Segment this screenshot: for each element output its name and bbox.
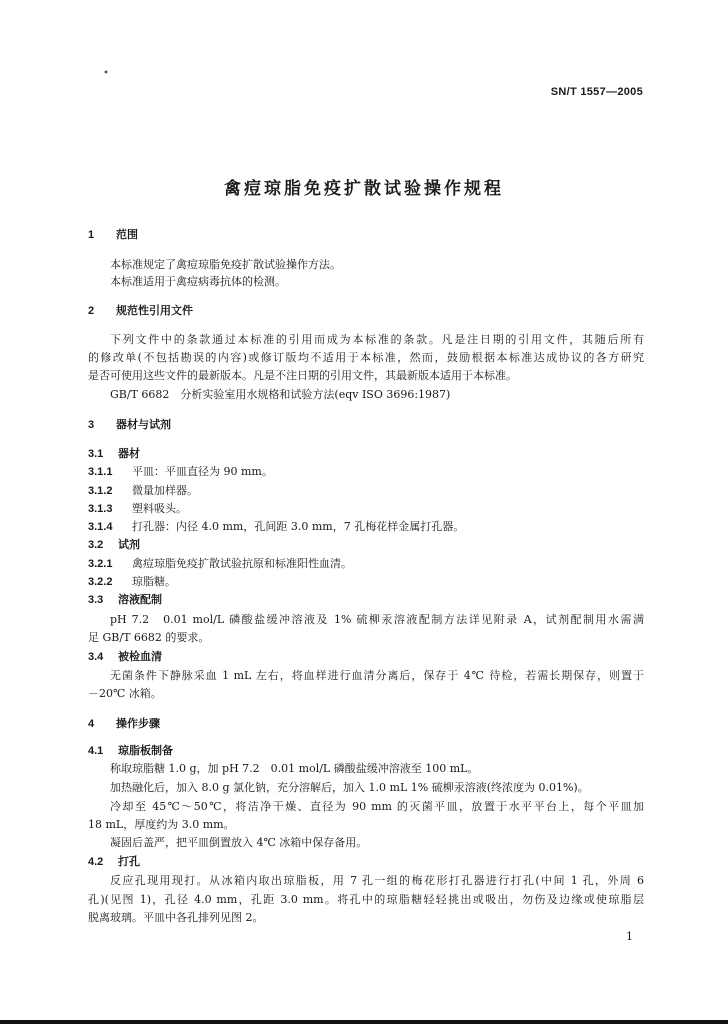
scan-mark: • [103,68,109,79]
section-4-1-text-line: 18 mL，厚度约为 3.0 mm。 [88,818,235,831]
section-4-heading: 4 操作步骤 [88,717,160,730]
section-1-p1: 本标准规定了禽痘琼脂免疫扩散试验操作方法。 [110,258,341,271]
section-4-1-text-line: 加热融化后，加入 8.0 g 氯化钠，充分溶解后，加入 1.0 mL 1% 硫柳汞溶液(终浓度为 0.01%)。 [110,781,589,794]
section-3-4-heading: 3.4 被检血清 [88,650,162,663]
item-3-2-2: 3.2.2 琼脂糖。 [88,575,176,588]
section-3-4-text-line: －20℃ 冰箱。 [88,687,162,700]
section-3-3-heading: 3.3 溶液配制 [88,593,162,606]
section-2-text-line: 下列文件中的条款通过本标准的引用而成为本标准的条款。凡是注日期的引用文件，其随后所有 [110,333,644,346]
standard-number: SN/T 1557—2005 [550,86,643,98]
page-number: 1 [626,930,633,943]
item-3-1-3: 3.1.3 塑料吸头。 [88,502,187,515]
section-1-p2: 本标准适用于禽痘病毒抗体的检测。 [110,275,286,288]
document-title: 禽痘琼脂免疫扩散试验操作规程 [224,179,504,199]
section-4-1-text-line: 称取琼脂糖 1.0 g，加 pH 7.2 0.01 mol/L 磷酸盐缓冲溶液至 100 mL。 [110,762,479,775]
item-3-2-1: 3.2.1 禽痘琼脂免疫扩散试验抗原和标准阳性血清。 [88,557,352,570]
section-3-4-text-line: 无菌条件下静脉采血 1 mL 左右，将血样进行血清分离后，保存于 4℃ 待检，若需长期保存，则置于 [110,669,644,682]
section-2-text-line: 的修改单(不包括勘误的内容)或修订版均不适用于本标准，然而，鼓励根据本标准达成协议的各方研究 [88,351,644,364]
section-3-3-text-line: 足 GB/T 6682 的要求。 [88,631,210,644]
section-3-2-heading: 3.2 试剂 [88,538,140,551]
section-4-2-text-line: 反应孔现用现打。从冰箱内取出琼脂板，用 7 孔一组的梅花形打孔器进行打孔(中间 1 孔，外周 6 [110,874,644,887]
item-3-1-4: 3.1.4 打孔器：内径 4.0 mm，孔间距 3.0 mm，7 孔梅花样金属打孔器。 [88,520,465,533]
item-3-1-2: 3.1.2 微量加样器。 [88,484,198,497]
section-4-1-heading: 4.1 琼脂板制备 [88,744,173,757]
section-3-3-text-line: pH 7.2 0.01 mol/L 磷酸盐缓冲溶液及 1% 硫柳汞溶液配制方法详见附录 A，试剂配制用水需满 [110,613,644,626]
section-4-2-text-line: 孔)(见图 1)，孔径 4.0 mm，孔距 3.0 mm。将孔中的琼脂糖轻轻挑出或吸出，勿伤及边缘或使琼脂层 [88,893,644,906]
bottom-edge-rule [0,1020,728,1024]
section-4-2-text-line: 脱离玻璃。平皿中各孔排列见图 2。 [88,911,264,924]
section-3-1-heading: 3.1 器材 [88,447,140,460]
section-4-1-text-line: 冷却至 45℃～50℃，将洁净干燥、直径为 90 mm 的灭菌平皿，放置于水平平台上，每个平皿加 [110,800,644,813]
normative-reference: GB/T 6682 分析实验室用水规格和试验方法(eqv ISO 3696:1987) [110,388,451,401]
section-3-heading: 3 器材与试剂 [88,418,171,431]
section-1-heading: 1 范围 [88,228,138,241]
section-2-heading: 2 规范性引用文件 [88,304,193,317]
section-4-2-heading: 4.2 打孔 [88,855,140,868]
section-4-1-text-line: 凝固后盖严，把平皿倒置放入 4℃ 冰箱中保存备用。 [110,836,368,849]
section-2-text-line: 是否可使用这些文件的最新版本。凡是不注日期的引用文件，其最新版本适用于本标准。 [88,369,517,382]
item-3-1-1: 3.1.1 平皿：平皿直径为 90 mm。 [88,465,273,478]
